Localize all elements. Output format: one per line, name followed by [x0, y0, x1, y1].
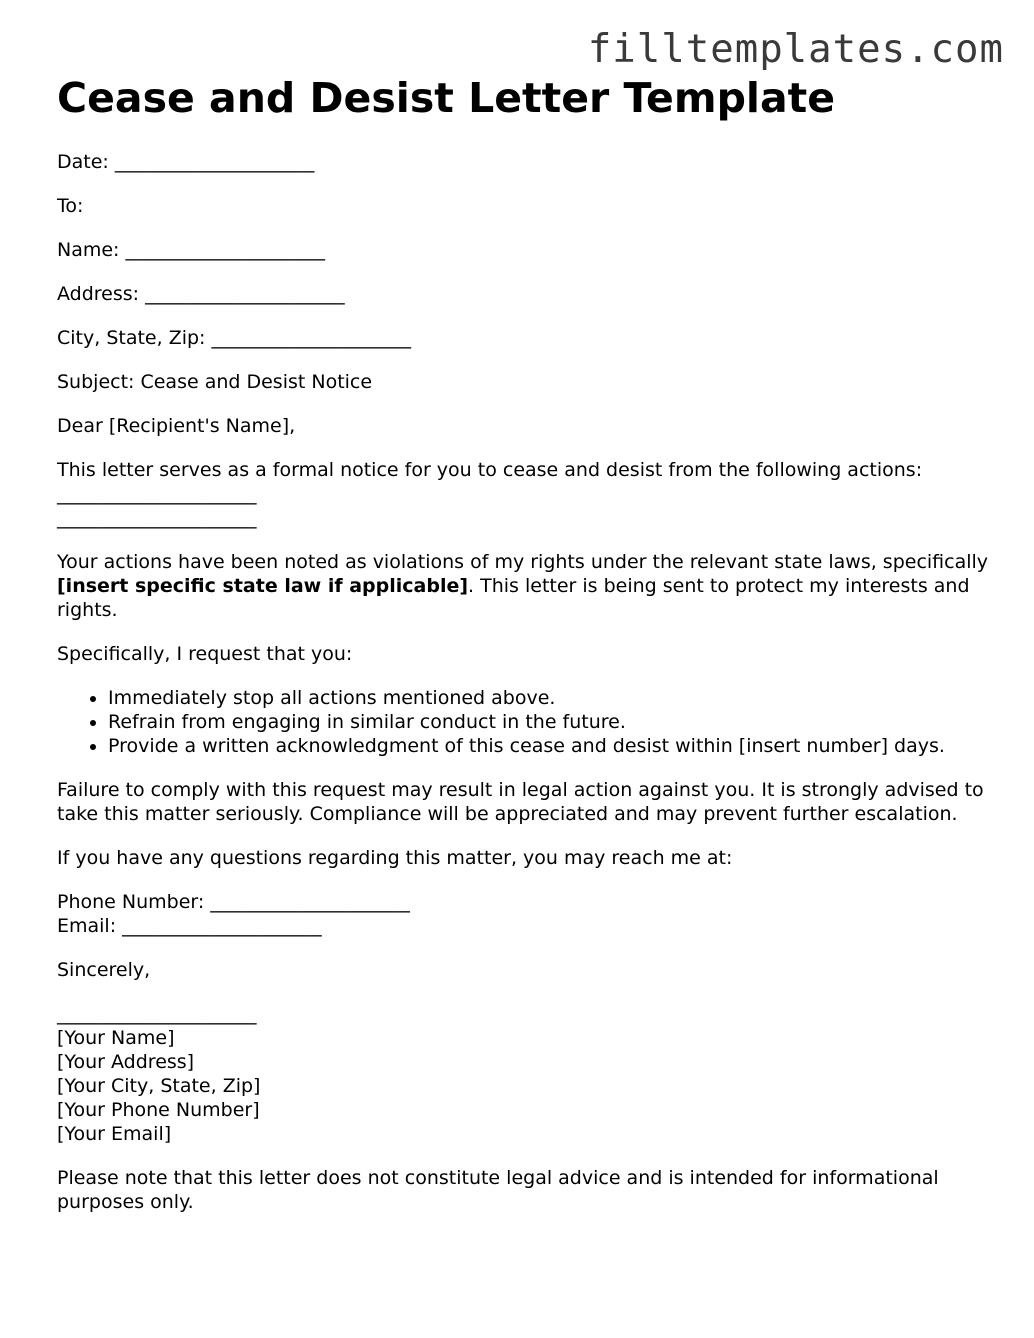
address-blank[interactable]: _____________________: [145, 283, 345, 305]
violation-text-before: Your actions have been noted as violations of my rights under the relevant state laws, specifically: [57, 551, 989, 573]
name-label: Name:: [57, 239, 120, 261]
phone-line: [57, 890, 997, 914]
date-blank[interactable]: _____________________: [114, 151, 315, 173]
sender-city: [Your City, State, Zip]: [57, 1075, 261, 1097]
salutation: Dear [Recipient's Name],: [57, 415, 296, 437]
violation-law-placeholder: [insert specific state law if applicable]: [57, 575, 469, 597]
disclaimer: Please note that this letter does not constitute legal advice and is intended for informational purposes only.: [57, 1167, 939, 1213]
list-item: • Provide a written acknowledgment of this cease and desist within [insert number] days.: [108, 734, 997, 758]
list-item: • Refrain from engaging in similar conduct in the future.: [108, 710, 997, 734]
action-blank-1[interactable]: _____________________: [57, 483, 257, 505]
city-line: [57, 326, 997, 350]
address-line: [57, 282, 997, 306]
page-title: Cease and Desist Letter Template: [57, 74, 836, 122]
signature-blank[interactable]: _____________________: [57, 1003, 257, 1025]
signature-block: [57, 958, 997, 1146]
list-item: • Immediately stop all actions mentioned above.: [108, 686, 997, 710]
email-label: Email:: [57, 915, 117, 937]
phone-blank[interactable]: _____________________: [210, 891, 410, 913]
to-line: To:: [57, 195, 84, 217]
city-blank[interactable]: _____________________: [211, 327, 411, 349]
email-blank[interactable]: _____________________: [122, 915, 322, 937]
intro-paragraph: [57, 458, 997, 530]
action-blank-2[interactable]: _____________________: [57, 507, 257, 529]
contact-block: [57, 890, 997, 938]
violation-text-after: . This letter is being sent to protect my interests and rights.: [57, 575, 970, 621]
name-blank[interactable]: _____________________: [125, 239, 326, 261]
address-label: Address:: [57, 283, 140, 305]
date-label: Date:: [57, 151, 109, 173]
request-list: [57, 686, 997, 758]
sender-address: [Your Address]: [57, 1051, 195, 1073]
date-line: [57, 150, 997, 174]
intro-text: This letter serves as a formal notice for you to cease and desist from the following actions:: [57, 459, 923, 481]
letter-document: [57, 72, 997, 1234]
request-intro: Specifically, I request that you:: [57, 643, 353, 665]
name-line: [57, 238, 997, 262]
questions-paragraph: If you have any questions regarding this matter, you may reach me at:: [57, 847, 733, 869]
email-line: [57, 914, 997, 938]
sender-email: [Your Email]: [57, 1123, 172, 1145]
site-watermark: filltemplates.com: [587, 27, 1004, 72]
closing: Sincerely,: [57, 959, 151, 981]
phone-label: Phone Number:: [57, 891, 205, 913]
city-label: City, State, Zip:: [57, 327, 206, 349]
violation-paragraph: [57, 550, 997, 622]
sender-phone: [Your Phone Number]: [57, 1099, 260, 1121]
failure-paragraph: Failure to comply with this request may result in legal action against you. It is strongly advised to take this matter seriously. Compliance will be appreciated and may prevent further escalation.: [57, 779, 984, 825]
sender-name: [Your Name]: [57, 1027, 175, 1049]
subject-line: Subject: Cease and Desist Notice: [57, 371, 373, 393]
